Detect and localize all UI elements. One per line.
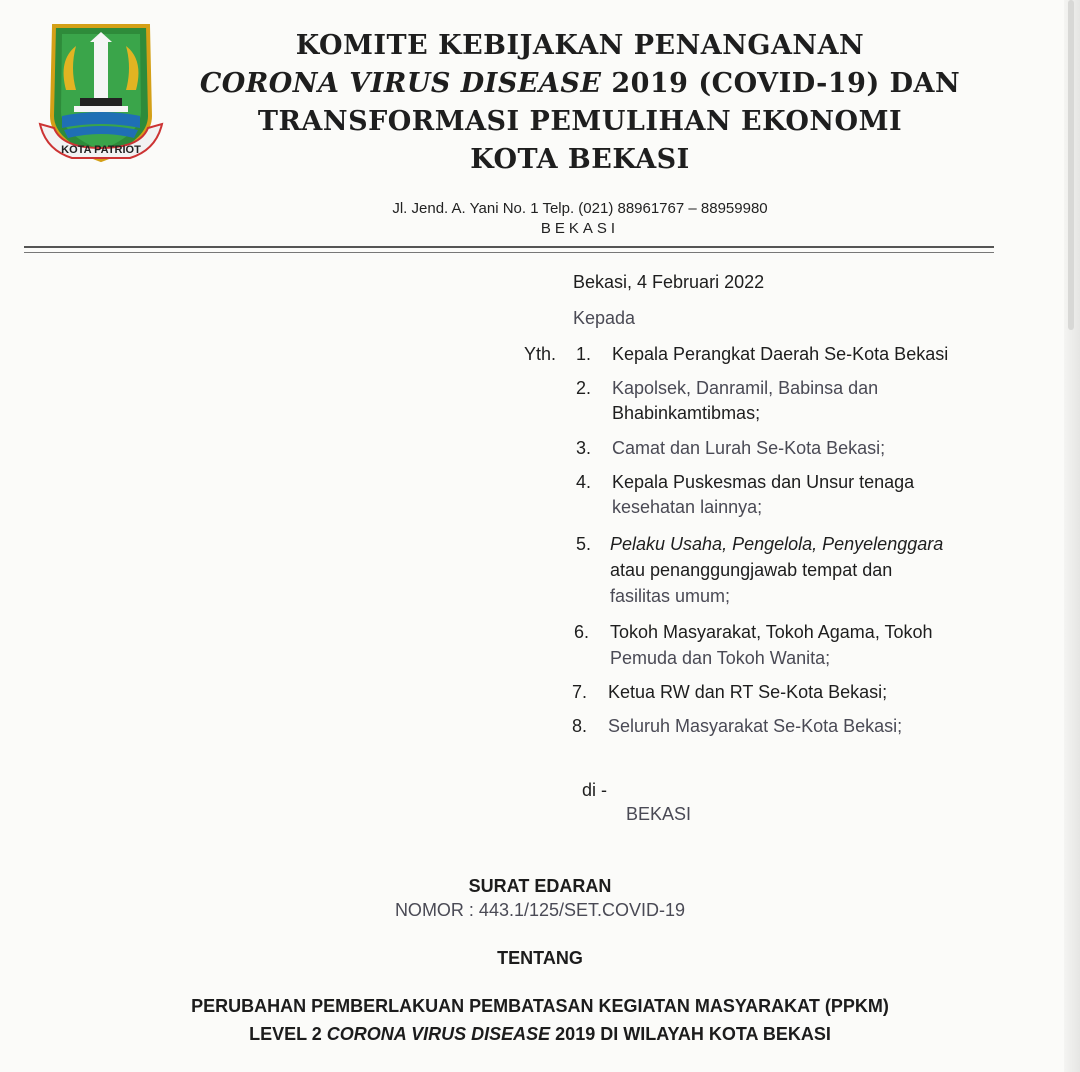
list-item-number: 1.	[576, 344, 592, 364]
recipient-heading: Kepada	[573, 308, 636, 328]
list-item-number: 4.	[576, 472, 592, 492]
list-item-text: Seluruh Masyarakat Se-Kota Bekasi;	[608, 716, 903, 736]
scroll-edge	[1064, 0, 1080, 1072]
letterhead-line-4: KOTA BEKASI	[470, 144, 690, 175]
list-item-number: 8.	[572, 716, 588, 736]
list-item-text: atau penanggungjawab tempat dan	[610, 560, 893, 580]
scrollbar-thumb[interactable]	[1068, 0, 1074, 330]
list-item-text: Camat dan Lurah Se-Kota Bekasi;	[612, 438, 886, 458]
list-item-text: Tokoh Masyarakat, Tokoh Agama, Tokoh	[610, 622, 933, 642]
letter-date: Bekasi, 4 Februari 2022	[573, 272, 765, 292]
list-item-number: 2.	[576, 378, 592, 398]
letterhead-address: Jl. Jend. A. Yani No. 1 Telp. (021) 88961767 – 88959980	[392, 200, 768, 217]
subject-line-2	[60, 1024, 1020, 1045]
tentang-label: TENTANG	[497, 948, 583, 968]
letterhead-line-3: TRANSFORMASI PEMULIHAN EKONOMI	[257, 106, 903, 137]
list-item-text: Kepala Perangkat Daerah Se-Kota Bekasi	[612, 344, 949, 364]
list-item-text: Kepala Puskesmas dan Unsur tenaga	[612, 472, 915, 492]
yth-label: Yth.	[524, 344, 557, 364]
kota-bekasi-logo	[36, 20, 166, 172]
logo-ribbon-text: KOTA PATRIOT	[61, 144, 141, 156]
subject-italic-term: CORONA VIRUS DISEASE	[326, 1024, 551, 1044]
letterhead-line-2-rest: 2019 (COVID-19) DAN	[601, 68, 961, 99]
letterhead-city: BEKASI	[540, 220, 620, 237]
list-item-text: kesehatan lainnya;	[612, 497, 763, 517]
letterhead-rule-thick	[24, 246, 994, 248]
subject-level: LEVEL 2	[249, 1024, 327, 1044]
list-item-number: 6.	[574, 622, 590, 642]
list-item-text: Pemuda dan Tokoh Wanita;	[610, 648, 831, 668]
letterhead-line-1: KOMITE KEBIJAKAN PENANGANAN	[295, 30, 865, 61]
di-label: di -	[582, 780, 608, 800]
list-item-text: Pelaku Usaha, Pengelola, Penyelenggara	[610, 534, 944, 554]
document-type: SURAT EDARAN	[468, 876, 612, 896]
list-item-text: Bhabinkamtibmas;	[612, 403, 761, 423]
letterhead-line-2	[180, 68, 980, 99]
list-item-number: 7.	[572, 682, 588, 702]
list-item-number: 3.	[576, 438, 592, 458]
di-city: BEKASI	[626, 804, 692, 824]
list-item-text: Kapolsek, Danramil, Babinsa dan	[612, 378, 879, 398]
document-number: NOMOR : 443.1/125/SET.COVID-19	[394, 900, 686, 920]
list-item-text: fasilitas umum;	[610, 586, 731, 606]
subject-rest: 2019 DI WILAYAH KOTA BEKASI	[550, 1024, 831, 1044]
subject-line-1: PERUBAHAN PEMBERLAKUAN PEMBATASAN KEGIATAN MASYARAKAT (PPKM)	[191, 996, 889, 1016]
letterhead-italic-term: CORONA VIRUS DISEASE	[199, 68, 602, 99]
letterhead-rule-thin	[24, 252, 994, 253]
list-item-text: Ketua RW dan RT Se-Kota Bekasi;	[608, 682, 888, 702]
list-item-number: 5.	[576, 534, 592, 554]
